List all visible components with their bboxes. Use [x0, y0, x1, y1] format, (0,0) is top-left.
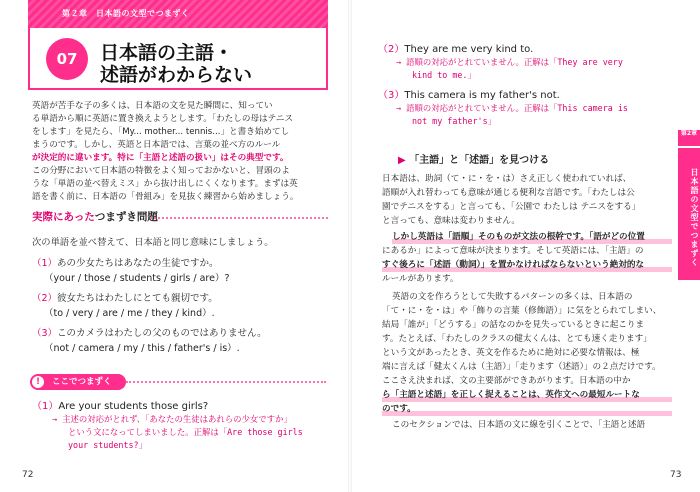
exercise-item	[32, 326, 267, 341]
stumble-answer-3	[378, 86, 560, 101]
intro-line: この分野において日本語の特徴をよく知っておかないと、冒頭のよ	[32, 166, 290, 176]
exercise-instruction: 次の単語を並べ替えて、日本語と同じ意味にしましょう。	[32, 237, 274, 248]
exercise-item-words: （not / camera / my / this / father's / is）.	[44, 343, 240, 354]
body-line: しかし英語は「語順」そのものが文法の根幹です。「語がどの位置	[392, 231, 672, 244]
body-line: ルールがあります。	[382, 274, 459, 284]
exercise-item-num: （3）	[32, 328, 58, 339]
stumble-answer-2	[378, 40, 533, 55]
exercise-heading-pink: 実際にあった	[32, 211, 95, 223]
stumble-note: → 主述の対応がとれず、「あなたの生徒はあれらの少女ですか」	[52, 414, 292, 424]
stumble-answer-english: This camera is my father's not.	[404, 90, 560, 101]
stumble-divider	[126, 381, 326, 383]
body-line: と言っても、意味は変わりません。	[382, 216, 521, 226]
stumble-answer-num: （2）	[378, 44, 405, 55]
stumble-note: not my father's」	[412, 116, 497, 126]
stumble-note: → 語順の対応がとれていません。正解は「This camera is	[396, 103, 628, 113]
body-line: 語順が入れ替わっても意味が通じる便利な言語です。「わたしは公	[382, 188, 635, 198]
body-line: このセクションでは、日本語の文に線を引くことで、「主語と述語	[392, 420, 646, 430]
right-section-heading-text: 「主語」と「述語」を見つける	[409, 155, 550, 166]
triangle-bullet-icon: ▶	[398, 155, 406, 166]
body-line: 英語の文を作ろうとして失敗するパターンの多くは、日本語の	[392, 292, 633, 302]
body-line: 「て・に・を・は」や「飾りの言葉（修飾語）」に気をとられてしまい、	[382, 306, 662, 316]
lesson-title-line1: 日本語の主語・	[100, 42, 234, 64]
exercise-item-num: （1）	[32, 258, 58, 269]
exclamation-icon: !	[32, 376, 44, 388]
intro-line: が決定的に違います。特に「主語と述語の扱い」はその典型です。	[32, 153, 289, 163]
body-line: 端に言えば「健太くんは（主語）」「走ります（述語）」の２点だけです。	[382, 362, 661, 372]
intro-line: をします」を見たら、「My... mother... tennis...」と書き始めてし	[32, 127, 290, 137]
body-line: 日本語は、助詞（て・に・を・は）さえ正しく使われていれば、	[382, 174, 632, 184]
side-tab-chapter: 第2章	[678, 130, 700, 146]
stumble-answer-1	[32, 397, 208, 412]
stumble-answer-num: （1）	[32, 401, 59, 412]
body-line: ら「主語と述語」を正しく捉えることは、英作文への最短ルートな	[382, 389, 672, 402]
exercise-item	[32, 291, 218, 306]
exercise-heading-divider	[150, 217, 328, 219]
side-tab: 日本語の文型でつまずく	[678, 148, 700, 280]
stumble-note: kind to me.」	[412, 70, 476, 80]
body-line: 園でテニスをする」と言っても、「公園で わたしは テニスをする」	[382, 202, 641, 212]
intro-line: る単語から順に英語に置き換えようとします。「わたしの母はテニス	[32, 114, 294, 124]
exercise-item-num: （2）	[32, 293, 58, 304]
stumble-note: your students?」	[68, 440, 147, 450]
exercise-heading-rest: つまずき問題	[94, 211, 158, 223]
exercise-item-words: （to / very / are / me / they / kind）.	[44, 308, 215, 319]
chapter-label: 第２章 日本語の文型でつまずく	[62, 9, 190, 18]
lesson-number: 07	[46, 38, 88, 80]
exercise-item-jp: 彼女たちはわたしにとても親切です。	[57, 293, 218, 304]
body-line: にあるか」によって意味が決まります。そして英語には、「主語」の	[382, 246, 644, 256]
intro-line: 英語が苦手な子の多くは、日本語の文を見た瞬間に、知ってい	[32, 101, 273, 111]
intro-line: うな「単語の並べ替えミス」から抜け出しにくくなります。まずは英	[32, 179, 298, 189]
exercise-item-words: （your / those / students / girls / are）?	[44, 273, 230, 284]
exercise-heading	[32, 209, 158, 224]
stumble-answer-num: （3）	[378, 90, 405, 101]
body-line: すぐ後ろに「述語（動詞）」を置かなければならないという絶対的な	[382, 259, 672, 272]
body-line: す。たとえば、「わたしのクラスの健太くんは、とても速く走ります」	[382, 334, 652, 344]
page-number-right: 73	[670, 470, 682, 480]
exercise-item-jp: あの少女たちはあなたの生徒ですか。	[57, 258, 219, 269]
lesson-title-line2: 述語がわからない	[100, 64, 253, 86]
body-line: ここさえ決まれば、文の主要部ができあがります。日本語の中か	[382, 376, 631, 386]
stumble-badge: ここでつまずく	[30, 374, 126, 390]
stumble-note: という文になってしまいました。正解は「Are those girls	[68, 427, 303, 437]
body-line: という文があったとき、英文を作るために絶対に必要な情報は、極	[382, 348, 640, 358]
exercise-item	[32, 256, 219, 271]
body-line: 結局「誰が」「どうする」の話なのかを見失っているときに起こりま	[382, 320, 645, 330]
stumble-note: → 語順の対応がとれていません。正解は「They are very	[396, 57, 623, 67]
intro-line: 語を書く前に、日本語の「骨組み」を見抜く練習から始めましょう。	[32, 192, 299, 202]
stumble-answer-english: Are your students those girls?	[58, 401, 209, 412]
intro-line: まうのです。しかし、英語と日本語では、言葉の並べ方のルール	[32, 140, 281, 150]
body-line: のです。	[382, 403, 672, 416]
exercise-item-jp: このカメラはわたしの父のものではありません。	[57, 328, 267, 339]
page-number-left: 72	[22, 470, 34, 480]
stumble-answer-english: They are me very kind to.	[404, 44, 534, 55]
right-section-heading	[398, 151, 549, 166]
